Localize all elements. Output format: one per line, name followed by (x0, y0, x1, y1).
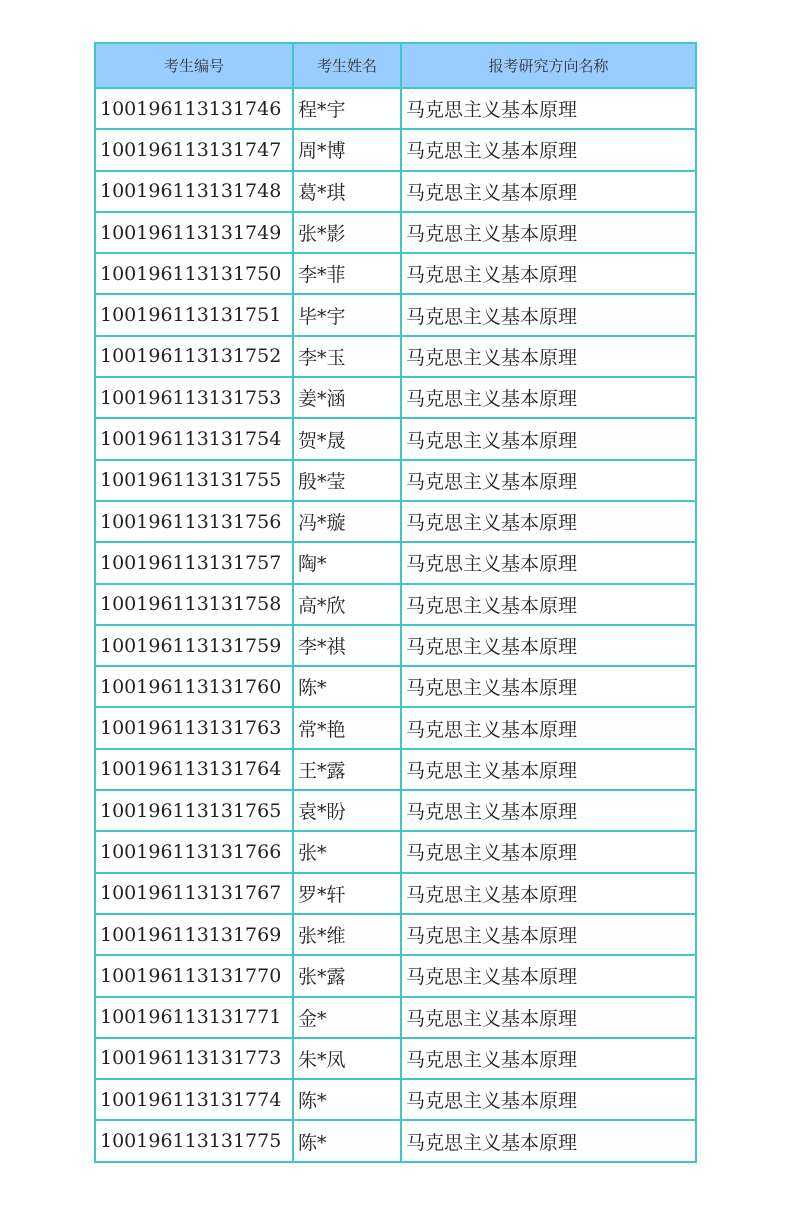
cell-research-direction: 马克思主义基本原理 (401, 212, 696, 253)
cell-candidate-name: 贺*晟 (293, 418, 401, 459)
cell-candidate-id: 100196113131775 (95, 1120, 293, 1161)
cell-research-direction: 马克思主义基本原理 (401, 831, 696, 872)
table-row (95, 914, 696, 955)
cell-candidate-name: 冯*璇 (293, 501, 401, 542)
cell-research-direction: 马克思主义基本原理 (401, 336, 696, 377)
cell-candidate-id: 100196113131774 (95, 1079, 293, 1120)
cell-candidate-id: 100196113131752 (95, 336, 293, 377)
table-row (95, 501, 696, 542)
table-row (95, 336, 696, 377)
cell-candidate-name: 葛*琪 (293, 171, 401, 212)
cell-candidate-id: 100196113131748 (95, 171, 293, 212)
table-row (95, 253, 696, 294)
cell-research-direction: 马克思主义基本原理 (401, 666, 696, 707)
table-row (95, 460, 696, 501)
cell-candidate-name: 高*欣 (293, 584, 401, 625)
table-row (95, 625, 696, 666)
cell-research-direction: 马克思主义基本原理 (401, 171, 696, 212)
cell-candidate-name: 张*露 (293, 955, 401, 996)
cell-research-direction: 马克思主义基本原理 (401, 418, 696, 459)
table-row (95, 1038, 696, 1079)
cell-candidate-name: 殷*莹 (293, 460, 401, 501)
cell-research-direction: 马克思主义基本原理 (401, 707, 696, 748)
cell-research-direction: 马克思主义基本原理 (401, 749, 696, 790)
header-candidate-name: 考生姓名 (293, 43, 401, 88)
table-row (95, 831, 696, 872)
cell-candidate-id: 100196113131771 (95, 997, 293, 1038)
table-row (95, 418, 696, 459)
cell-candidate-name: 张* (293, 831, 401, 872)
table-row (95, 997, 696, 1038)
table-row (95, 212, 696, 253)
candidate-table (94, 42, 697, 1163)
cell-research-direction: 马克思主义基本原理 (401, 501, 696, 542)
cell-candidate-id: 100196113131751 (95, 294, 293, 335)
cell-candidate-id: 100196113131769 (95, 914, 293, 955)
cell-research-direction: 马克思主义基本原理 (401, 914, 696, 955)
cell-candidate-id: 100196113131760 (95, 666, 293, 707)
cell-research-direction: 马克思主义基本原理 (401, 88, 696, 129)
cell-research-direction: 马克思主义基本原理 (401, 129, 696, 170)
cell-candidate-id: 100196113131749 (95, 212, 293, 253)
cell-candidate-id: 100196113131763 (95, 707, 293, 748)
cell-research-direction: 马克思主义基本原理 (401, 1120, 696, 1161)
table-row (95, 790, 696, 831)
cell-candidate-id: 100196113131767 (95, 873, 293, 914)
cell-research-direction: 马克思主义基本原理 (401, 625, 696, 666)
table-row (95, 542, 696, 583)
cell-candidate-id: 100196113131764 (95, 749, 293, 790)
header-row (95, 43, 696, 88)
header-research-direction: 报考研究方向名称 (401, 43, 696, 88)
cell-candidate-id: 100196113131758 (95, 584, 293, 625)
cell-research-direction: 马克思主义基本原理 (401, 460, 696, 501)
cell-candidate-id: 100196113131747 (95, 129, 293, 170)
cell-candidate-id: 100196113131750 (95, 253, 293, 294)
header-candidate-id: 考生编号 (95, 43, 293, 88)
cell-candidate-id: 100196113131759 (95, 625, 293, 666)
cell-candidate-id: 100196113131765 (95, 790, 293, 831)
table-row (95, 88, 696, 129)
cell-candidate-id: 100196113131766 (95, 831, 293, 872)
cell-candidate-id: 100196113131746 (95, 88, 293, 129)
cell-research-direction: 马克思主义基本原理 (401, 294, 696, 335)
cell-research-direction: 马克思主义基本原理 (401, 584, 696, 625)
cell-candidate-name: 袁*盼 (293, 790, 401, 831)
cell-candidate-id: 100196113131754 (95, 418, 293, 459)
cell-candidate-name: 罗*轩 (293, 873, 401, 914)
cell-research-direction: 马克思主义基本原理 (401, 997, 696, 1038)
cell-candidate-id: 100196113131753 (95, 377, 293, 418)
table-row (95, 955, 696, 996)
cell-candidate-name: 陈* (293, 1079, 401, 1120)
cell-research-direction: 马克思主义基本原理 (401, 377, 696, 418)
cell-candidate-name: 王*露 (293, 749, 401, 790)
cell-candidate-id: 100196113131756 (95, 501, 293, 542)
cell-candidate-id: 100196113131770 (95, 955, 293, 996)
cell-research-direction: 马克思主义基本原理 (401, 790, 696, 831)
table-row (95, 377, 696, 418)
cell-candidate-id: 100196113131773 (95, 1038, 293, 1079)
candidate-table-container (94, 42, 695, 1163)
cell-candidate-name: 朱*凤 (293, 1038, 401, 1079)
cell-research-direction: 马克思主义基本原理 (401, 873, 696, 914)
cell-research-direction: 马克思主义基本原理 (401, 955, 696, 996)
cell-candidate-name: 姜*涵 (293, 377, 401, 418)
table-body (95, 88, 696, 1162)
cell-candidate-name: 李*玉 (293, 336, 401, 377)
table-row (95, 1079, 696, 1120)
table-row (95, 584, 696, 625)
table-row (95, 294, 696, 335)
cell-candidate-name: 陈* (293, 1120, 401, 1161)
table-row (95, 1120, 696, 1161)
cell-research-direction: 马克思主义基本原理 (401, 253, 696, 294)
table-row (95, 129, 696, 170)
table-row (95, 707, 696, 748)
cell-candidate-id: 100196113131755 (95, 460, 293, 501)
cell-candidate-name: 李*祺 (293, 625, 401, 666)
cell-candidate-name: 毕*宇 (293, 294, 401, 335)
cell-candidate-name: 陈* (293, 666, 401, 707)
cell-candidate-name: 张*影 (293, 212, 401, 253)
cell-candidate-id: 100196113131757 (95, 542, 293, 583)
table-header (95, 43, 696, 88)
table-row (95, 873, 696, 914)
cell-candidate-name: 李*菲 (293, 253, 401, 294)
cell-candidate-name: 常*艳 (293, 707, 401, 748)
cell-candidate-name: 张*维 (293, 914, 401, 955)
table-row (95, 666, 696, 707)
cell-candidate-name: 陶* (293, 542, 401, 583)
cell-candidate-name: 周*博 (293, 129, 401, 170)
cell-research-direction: 马克思主义基本原理 (401, 1079, 696, 1120)
cell-research-direction: 马克思主义基本原理 (401, 1038, 696, 1079)
table-row (95, 171, 696, 212)
table-row (95, 749, 696, 790)
cell-candidate-name: 金* (293, 997, 401, 1038)
cell-research-direction: 马克思主义基本原理 (401, 542, 696, 583)
cell-candidate-name: 程*宇 (293, 88, 401, 129)
